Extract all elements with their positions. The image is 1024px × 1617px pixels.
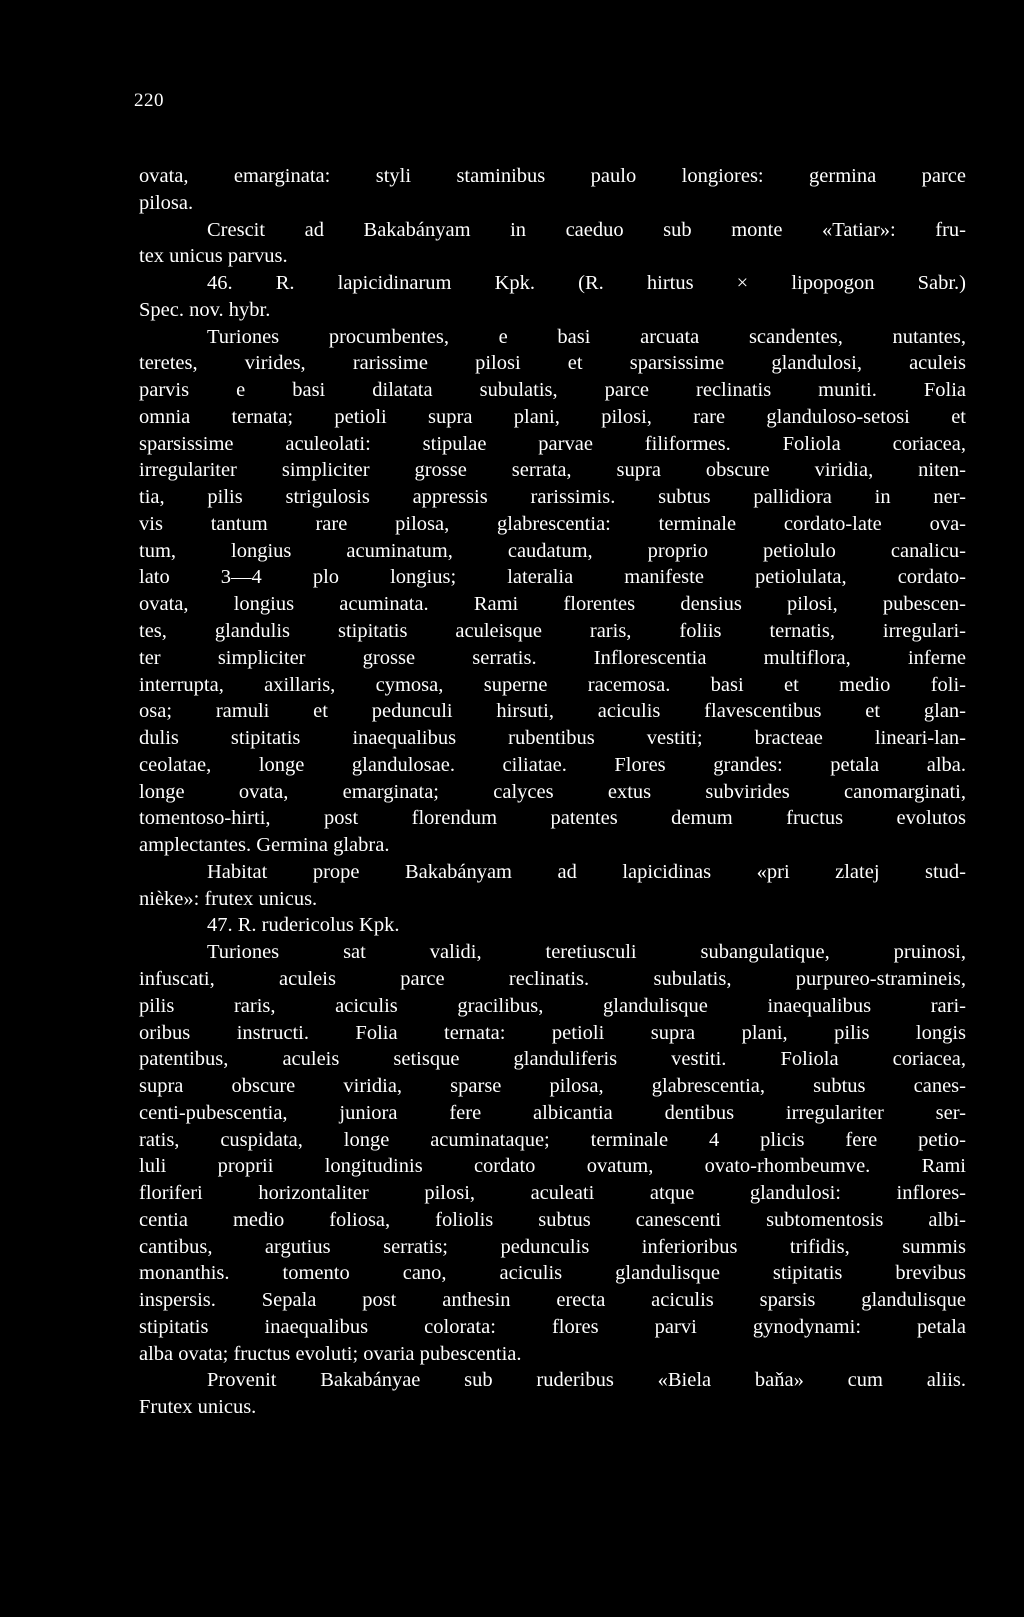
text-line: irregulariter simpliciter grosse serrata, supra obscure viridia, niten- xyxy=(139,459,966,482)
text-line: 46. R. lapicidinarum Kpk. (R. hirtus × lipopogon Sabr.) xyxy=(207,272,966,295)
text-line: longe ovata, emarginata; calyces extus subvirides canomarginati, xyxy=(139,780,966,803)
text-line: infuscati, aculeis parce reclinatis. subulatis, purpureo-stramineis, xyxy=(139,967,966,990)
text-line: oribus instructi. Folia ternata: petioli supra plani, pilis longis xyxy=(139,1021,966,1044)
text-line: Spec. nov. hybr. xyxy=(139,298,271,321)
text-line: supra obscure viridia, sparse pilosa, glabrescentia, subtus canes- xyxy=(139,1075,966,1098)
page-number: 220 xyxy=(134,90,164,111)
text-line: Habitat prope Bakabányam ad lapicidinas «pri zlatej stud- xyxy=(207,860,966,883)
text-line: Crescit ad Bakabányam in caeduo sub monte «Tatiar»: fru- xyxy=(207,218,966,241)
text-line: centia medio foliosa, foliolis subtus canescenti subtomentosis albi- xyxy=(139,1208,966,1231)
text-line: nièke»: frutex unicus. xyxy=(139,887,318,910)
text-line: Provenit Bakabányae sub ruderibus «Biela baňa» cum aliis. xyxy=(207,1369,966,1392)
text-line: parvis e basi dilatata subulatis, parce reclinatis muniti. Folia xyxy=(139,379,966,402)
text-line: tex unicus parvus. xyxy=(139,245,288,268)
text-line: Frutex unicus. xyxy=(139,1396,257,1419)
text-line: dulis stipitatis inaequalibus rubentibus vestiti; bracteae lineari-lan- xyxy=(139,727,966,750)
text-line: floriferi horizontaliter pilosi, aculeati atque glandulosi: inflores- xyxy=(139,1182,966,1205)
text-line: inspersis. Sepala post anthesin erecta aciculis sparsis glandulisque xyxy=(139,1289,966,1312)
text-line: centi-pubescentia, juniora fere albicantia dentibus irregulariter ser- xyxy=(139,1101,966,1124)
text-line: stipitatis inaequalibus colorata: flores parvi gynodynami: petala xyxy=(139,1315,966,1338)
text-line: alba ovata; fructus evoluti; ovaria pubescentia. xyxy=(139,1342,522,1365)
text-line: luli proprii longitudinis cordato ovatum, ovato-rhombeumve. Rami xyxy=(139,1155,966,1178)
text-line: ovata, longius acuminata. Rami florentes densius pilosi, pubescen- xyxy=(139,593,966,616)
text-line: teretes, virides, rarissime pilosi et sparsissime glandulosi, aculeis xyxy=(139,352,966,375)
text-line: ratis, cuspidata, longe acuminataque; terminale 4 plicis fere petio- xyxy=(139,1128,966,1151)
text-line: ter simpliciter grosse serratis. Inflorescentia multiflora, inferne xyxy=(139,646,966,669)
text-line: ceolatae, longe glandulosae. ciliatae. Flores grandes: petala alba. xyxy=(139,753,966,776)
text-line: 47. R. rudericolus Kpk. xyxy=(207,914,400,937)
text-line: pilis raris, aciculis gracilibus, glandulisque inaequalibus rari- xyxy=(139,994,966,1017)
text-line: tia, pilis strigulosis appressis rarissimis. subtus pallidiora in ner- xyxy=(139,486,966,509)
text-line: osa; ramuli et pedunculi hirsuti, aciculis flavescentibus et glan- xyxy=(139,700,966,723)
text-line: ovata, emarginata: styli staminibus paulo longiores: germina parce xyxy=(139,165,966,187)
text-line: patentibus, aculeis setisque glanduliferis vestiti. Foliola coriacea, xyxy=(139,1048,966,1071)
text-line: vis tantum rare pilosa, glabrescentia: terminale cordato-late ova- xyxy=(139,512,966,535)
text-line: amplectantes. Germina glabra. xyxy=(139,834,390,857)
text-line: interrupta, axillaris, cymosa, superne racemosa. basi et medio foli- xyxy=(139,673,966,696)
text-line: Turiones sat validi, teretiusculi subangulatique, pruinosi, xyxy=(207,941,966,964)
text-line: tum, longius acuminatum, caudatum, proprio petiolulo canalicu- xyxy=(139,539,966,562)
text-line: monanthis. tomento cano, aciculis glandulisque stipitatis brevibus xyxy=(139,1262,966,1285)
text-line: cantibus, argutius serratis; pedunculis inferioribus trifidis, summis xyxy=(139,1235,966,1258)
text-line: lato 3—4 plo longius; lateralia manifeste petiolulata, cordato- xyxy=(139,566,966,589)
text-line: Turiones procumbentes, e basi arcuata scandentes, nutantes, xyxy=(207,325,966,348)
text-line: sparsissime aculeolati: stipulae parvae filiformes. Foliola coriacea, xyxy=(139,432,966,455)
body-text xyxy=(139,163,966,1421)
text-line: pilosa. xyxy=(139,191,194,214)
text-line: tes, glandulis stipitatis aculeisque raris, foliis ternatis, irregulari- xyxy=(139,620,966,643)
text-line: omnia ternata; petioli supra plani, pilosi, rare glanduloso-setosi et xyxy=(139,405,966,428)
text-line: tomentoso-hirti, post florendum patentes demum fructus evolutos xyxy=(139,807,966,830)
